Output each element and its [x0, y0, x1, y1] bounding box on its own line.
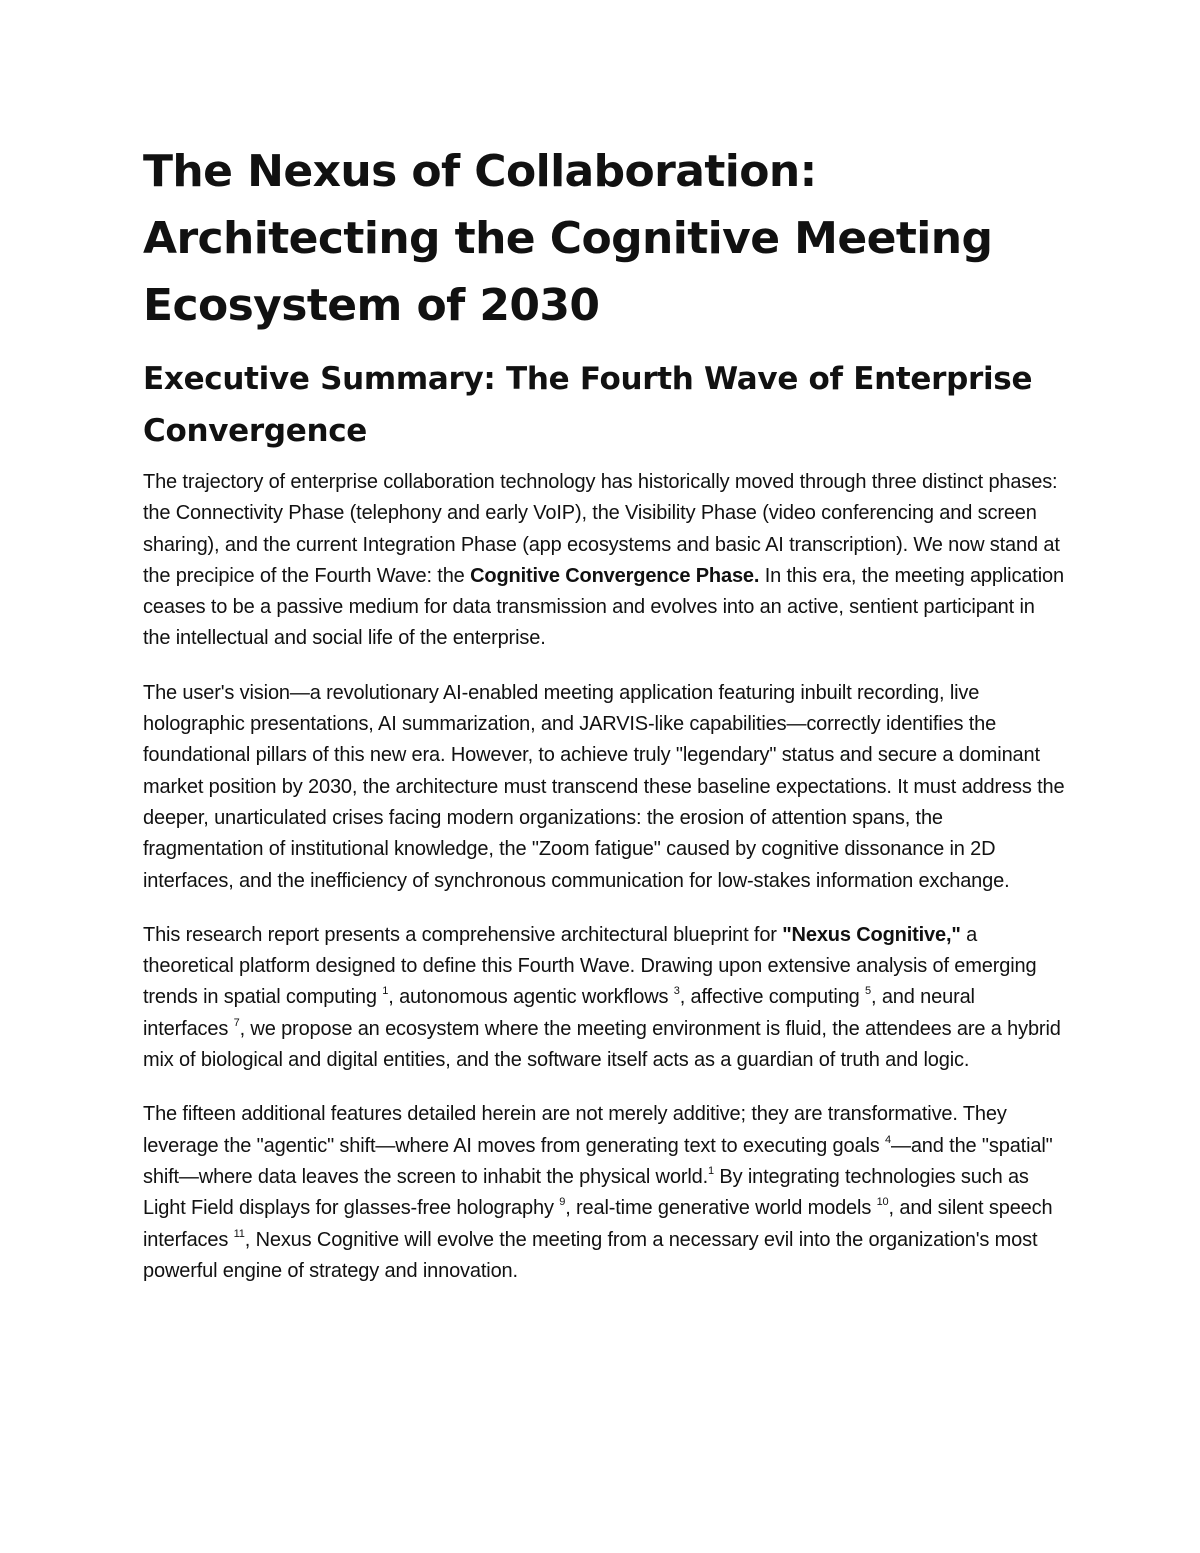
footnote-ref[interactable]: 5 [865, 985, 872, 998]
paragraph-4-text-d: , real-time generative world models [565, 1197, 877, 1220]
paragraph-3-text-d: , affective computing [679, 986, 866, 1009]
section-heading: Executive Summary: The Fourth Wave of Enterprise Convergence [143, 361, 1033, 449]
footnote-ref[interactable]: 9 [559, 1196, 566, 1209]
document-title: The Nexus of Collaboration: Architecting the Cognitive Meeting Ecosystem of 2030 [143, 146, 993, 331]
footnote-ref[interactable]: 10 [876, 1196, 889, 1209]
paragraph-1-text-a: The trajectory of enterprise collaboration technology has historically moved through three distinct phases: the Connectivity Phase (telephony and early VoIP), the Visibility Phase (video conferencing and screen sharing), and the current Integration Phase (app ecosystems and basic AI transcription). We now stand at the precipice of the Fourth Wave: the [143, 471, 1060, 587]
paragraph-1-text-b: In this era, the meeting application ceases to be a passive medium for data transmission and evolves into an active, sentient participant in the intellectual and social life of the enterprise. [143, 564, 1064, 650]
footnote-ref[interactable]: 11 [233, 1227, 245, 1240]
footnote-ref[interactable]: 7 [233, 1016, 240, 1029]
paragraph-4-text-b: —and the "spatial" shift—where data leaves the screen to inhabit the physical world. [143, 1134, 1053, 1188]
paragraph-3 [143, 920, 1065, 1076]
paragraph-3-bold: "Nexus Cognitive," [782, 923, 961, 946]
document-page [143, 138, 1065, 1310]
footnote-ref[interactable]: 1 [708, 1164, 714, 1177]
paragraph-1 [143, 467, 1065, 655]
paragraph-3-text-c: , autonomous agentic workflows [388, 986, 674, 1009]
footnote-ref[interactable]: 4 [885, 1133, 891, 1146]
paragraph-4-text-f: , Nexus Cognitive will evolve the meeting from a necessary evil into the organization's most powerful engine of strategy and innovation. [143, 1228, 1038, 1282]
paragraph-2: The user's vision—a revolutionary AI-enabled meeting application featuring inbuilt recording, live holographic presentations, AI summarization, and JARVIS-like capabilities—correctly identifies the foundational pillars of this new era. However, to achieve truly "legendary" status and secure a dominant market position by 2030, the architecture must transcend these baseline expectations. It must address the deeper, unarticulated crises facing modern organizations: the erosion of attention spans, the fragmentation of institutional knowledge, the "Zoom fatigue" caused by cognitive dissonance in 2D interfaces, and the inefficiency of synchronous communication for low-stakes information exchange. [143, 681, 1065, 892]
paragraph-3-text-e: , and neural interfaces [143, 986, 975, 1040]
paragraph-1-bold: Cognitive Convergence Phase. [470, 564, 760, 587]
footnote-ref[interactable]: 1 [382, 985, 389, 998]
paragraph-4-text-c: By integrating technologies such as Light Field displays for glasses-free holography [143, 1165, 1029, 1220]
paragraph-4-text-a: The fifteen additional features detailed herein are not merely additive; they are transformative. They leverage the "agentic" shift—where AI moves from generating text to executing goals [143, 1103, 1007, 1157]
paragraph-3-text-b: a theoretical platform designed to define this Fourth Wave. Drawing upon extensive analysis of emerging trends in spatial computing [143, 923, 1037, 1009]
footnote-ref[interactable]: 3 [673, 985, 680, 998]
paragraph-3-text-f: , we propose an ecosystem where the meeting environment is fluid, the attendees are a hybrid mix of biological and digital entities, and the software itself acts as a guardian of truth and logic. [143, 1017, 1061, 1072]
paragraph-3-text-a: This research report presents a comprehensive architectural blueprint for [143, 923, 783, 946]
paragraph-4-text-e: , and silent speech interfaces [143, 1197, 1053, 1251]
paragraph-4 [143, 1099, 1065, 1287]
